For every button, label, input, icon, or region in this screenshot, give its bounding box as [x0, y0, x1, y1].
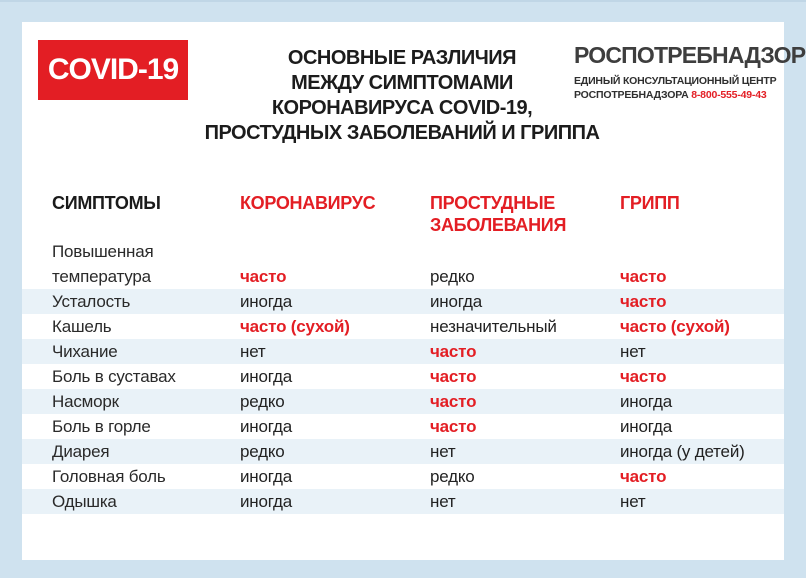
- table-row: [22, 414, 784, 439]
- value-cell: часто: [430, 392, 477, 411]
- symptom-cell: Чихание: [52, 342, 118, 361]
- symptom-cell: Диарея: [52, 442, 110, 461]
- table-row: [22, 489, 784, 514]
- value-cell: иногда (у детей): [620, 442, 745, 461]
- value-cell: иногда: [240, 367, 292, 386]
- value-cell: часто: [240, 267, 287, 286]
- org-subtitle-line2: РОСПОТРЕБНАДЗОРА: [574, 88, 689, 101]
- title-line: ПРОСТУДНЫХ ЗАБОЛЕВАНИЙ И ГРИППА: [204, 122, 600, 144]
- symptom-cell: Головная боль: [52, 467, 166, 486]
- symptom-cell: Насморк: [52, 392, 119, 411]
- value-cell: иногда: [240, 292, 292, 311]
- column-header-flu: ГРИПП: [620, 193, 680, 213]
- value-cell: редко: [430, 267, 475, 286]
- value-cell: часто (сухой): [240, 317, 350, 336]
- covid-19-badge-label: COVID-19: [47, 53, 179, 86]
- value-cell: нет: [620, 492, 646, 511]
- value-cell: иногда: [240, 417, 292, 436]
- value-cell: нет: [240, 342, 266, 361]
- symptom-cell: [22, 239, 240, 289]
- org-name: РОСПОТРЕБНАДЗОР: [574, 42, 806, 68]
- value-cell: часто: [620, 467, 667, 486]
- org-subtitle-line1: ЕДИНЫЙ КОНСУЛЬТАЦИОННЫЙ ЦЕНТР: [574, 75, 777, 87]
- symptom-cell: Боль в суставах: [52, 367, 176, 386]
- value-cell: нет: [430, 492, 456, 511]
- value-cell: нет: [620, 342, 646, 361]
- table-row: [22, 314, 784, 339]
- title-line: КОРОНАВИРУСА COVID-19,: [271, 97, 533, 119]
- value-cell: редко: [430, 467, 475, 486]
- value-cell: нет: [430, 442, 456, 461]
- column-header-cold: ПРОСТУДНЫЕ ЗАБОЛЕВАНИЯ: [430, 193, 567, 235]
- symptom-label-line: температура: [52, 267, 151, 286]
- value-cell: иногда: [430, 292, 482, 311]
- table-row: [22, 389, 784, 414]
- table-row: [22, 289, 784, 314]
- table-row: [22, 239, 784, 289]
- table-row: [22, 464, 784, 489]
- symptom-label-line: Повышенная: [52, 242, 154, 261]
- value-cell: часто: [430, 417, 477, 436]
- value-cell: редко: [240, 442, 285, 461]
- value-cell: незначительный: [430, 317, 557, 336]
- column-header-symptoms: СИМПТОМЫ: [52, 193, 161, 213]
- org-subtitle: [574, 75, 784, 102]
- value-cell: часто: [430, 342, 477, 361]
- title-line: ОСНОВНЫЕ РАЗЛИЧИЯ: [287, 47, 517, 69]
- covid-19-badge: [38, 40, 188, 100]
- symptom-cell: Одышка: [52, 492, 117, 511]
- value-cell: иногда: [240, 492, 292, 511]
- symptom-cell: Боль в горле: [52, 417, 151, 436]
- symptom-cell: Кашель: [52, 317, 112, 336]
- value-cell: часто: [620, 292, 667, 311]
- table-row: [22, 364, 784, 389]
- rospotrebnadzor-logo: [574, 42, 806, 102]
- value-cell: часто: [430, 367, 477, 386]
- org-phone-number: 8-800-555-49-43: [691, 88, 767, 101]
- table-row: [22, 339, 784, 364]
- poster-card: [22, 22, 806, 560]
- poster-title: [187, 46, 617, 146]
- value-cell: часто: [620, 367, 667, 386]
- table-header-row: [22, 192, 784, 236]
- column-header-coronavirus: КОРОНАВИРУС: [240, 193, 376, 213]
- value-cell: иногда: [620, 417, 672, 436]
- value-cell: часто: [620, 267, 667, 286]
- value-cell: часто (сухой): [620, 317, 730, 336]
- table-row: [22, 439, 784, 464]
- symptoms-table: [22, 239, 784, 514]
- value-cell: иногда: [240, 467, 292, 486]
- symptom-cell: Усталость: [52, 292, 131, 311]
- title-line: МЕЖДУ СИМПТОМАМИ: [291, 72, 513, 94]
- value-cell: редко: [240, 392, 285, 411]
- value-cell: иногда: [620, 392, 672, 411]
